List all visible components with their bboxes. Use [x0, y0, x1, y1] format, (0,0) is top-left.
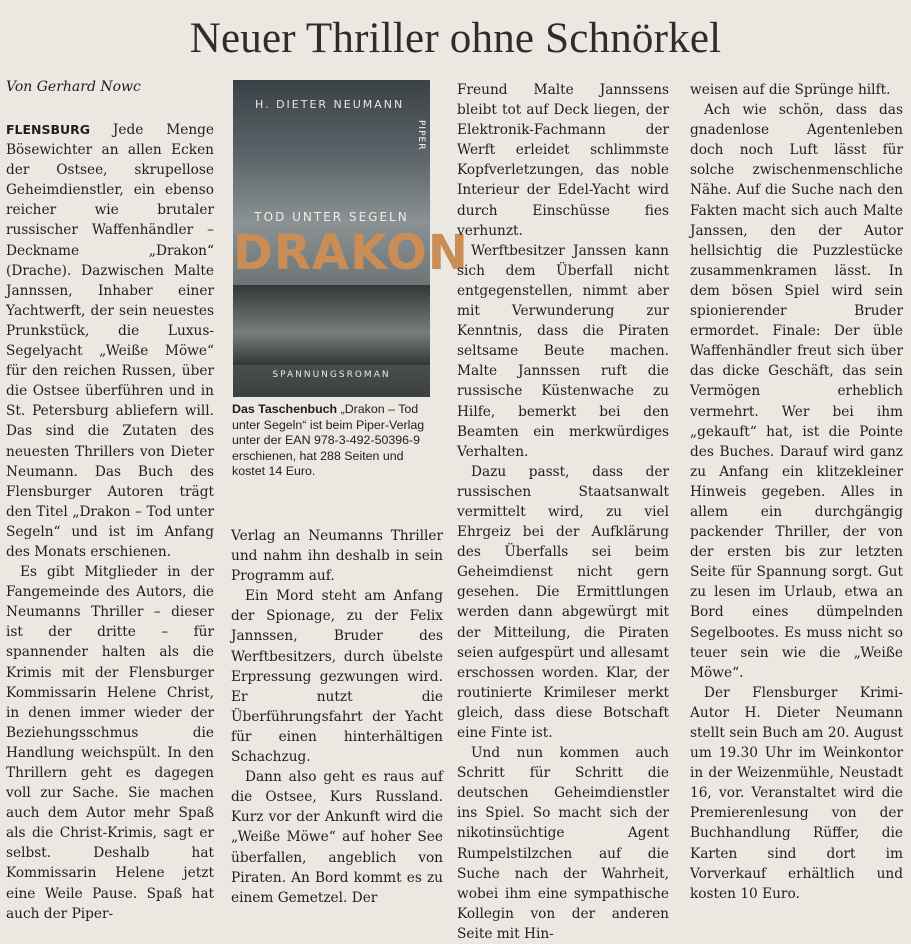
paragraph: Ach wie schön, dass das gnadenlose Agentenleben doch noch Luft lässt für solche zwischenmenschliche Nähe. Auf die Suche nach den Fakten macht sich auch Malte Janssen, den der Autor hellsichtig die Puzzlestücke zusammenkramen lässt. In dem bösen Spiel wird sein spionierender Bruder ermordet. Finale: Der üble Waffenhändler freut sich über das dicke Geschäft, das sein Vermögen erheblich vermehrt. Wer bei ihm „gekauft“ hat, ist die Pointe des Buches. Darauf wird ganz zu Anfang ein klitzekleiner Hinweis gegeben. Alles in allem ein durchgängig packender Thriller, der von der ersten bis zur letzten Seite für Spannung sorgt. Gut zu lesen im Urlaub, etwa an Bord eines dümpelnden Segelbootes. Es muss nicht so teuer sein wie die „Weiße Möwe“.	[690, 102, 903, 681]
paragraph: Und nun kommen auch Schritt für Schritt die deutschen Geheimdienstler ins Spiel. So macht sich der nikotinsüchtige Agent Rumpelstilzchen auf die Suche nach der Wahrheit, wobei ihm eine sympathische Kollegin von der anderen Seite mit Hin-	[457, 745, 669, 942]
image-caption	[232, 402, 432, 480]
paragraph: Dann also geht es raus auf die Ostsee, Kurs Russland. Kurz vor der Ankunft wird die „Weiße Möwe“ auf hoher See überfallen, angeblich von Piraten. An Bord kommt es zu einem Gemetzel. Der	[231, 769, 443, 906]
article-headline: Neuer Thriller ohne Schnörkel	[189, 15, 722, 62]
paragraph: Der Flensburger Krimi-Autor H. Dieter Neumann stellt sein Buch am 20. August um 19.30 Uhr im Weinkontor in der Weizenmühle, Neustadt 16, vor. Veranstaltet wird die Premierenlesung von der Buchhandlung Rüffer, die Karten sind dort im Vorverkauf erhältlich und kosten 10 Euro.	[690, 684, 903, 902]
paragraph: Werftbesitzer Janssen kann sich dem Überfall nicht entgegenstellen, nimmt aber mit Verwunderung zur Kenntnis, dass die Piraten seltsame Beute machen. Malte Jannssen ruft die russische Küstenwache zu Hilfe, bemerkt bei den Beamten ein merkwürdiges Verhalten.	[457, 242, 669, 460]
book-cover-image	[233, 80, 469, 397]
paragraph: weisen auf die Sprünge hilft.	[690, 82, 891, 98]
paragraph: Es gibt Mitglieder in der Fangemeinde des Autors, die Neumanns Thriller – dieser ist der dritte – für spannender halten als die Krimis mit der Flensburger Kommissarin Helene Christ, in denen immer wieder der Beziehungsschmus die Handlung weichspült. In den Thrillern geht es dagegen voll zur Sache. Sie machen auch dem Autor mehr Spaß als die Christ-Krimis, sagt er selbst. Deshalb hat Kommissarin Helene jetzt eine Weile Pause. Spaß hat auch der Piper-	[6, 564, 214, 922]
cover-genre: SPANNUNGSROMAN	[272, 370, 391, 380]
cover-sea-graphic	[233, 285, 430, 365]
caption-bold: Das Taschenbuch	[232, 402, 338, 416]
cover-author: H. DIETER NEUMANN	[255, 98, 405, 111]
column-2	[231, 526, 443, 908]
dateline: FLENSBURG	[6, 122, 91, 137]
paragraph: Freund Malte Jannssens bleibt tot auf Deck liegen, der Elektronik-Fachmann der Werft erleidet schlimmste Kopfverletzungen, das noble Interieur der Edel-Yacht wird durch Einschüsse fies verhunzt.	[457, 82, 669, 239]
column-3	[457, 80, 669, 944]
byline: Von Gerhard Nowc	[6, 79, 141, 95]
cover-title: DRAKON	[233, 225, 469, 281]
cover-subtitle: TOD UNTER SEGELN	[254, 210, 409, 224]
paragraph: Verlag an Neumanns Thriller und nahm ihn deshalb in sein Programm auf.	[231, 528, 443, 585]
paragraph	[6, 120, 214, 562]
caption-text: „Drakon – Tod unter Segeln“ ist beim Piper-Verlag unter der EAN 978-3-492-50396-9 erschienen, hat 288 Seiten und kostet 14 Euro.	[232, 402, 425, 478]
paragraph-text: Jede Menge Bösewichter an allen Ecken der Ostsee, skrupellose Geheimdienstler, ein ebenso reicher wie brutaler russischer Waffenhändler – Deckname „Drakon“ (Drache). Dazwischen Malte Jannssen, Inhaber einer Yachtwerft, der sein neuestes Prunkstück, die Luxus-Segelyacht „Weiße Möwe“ für den reichen Russen, über die Ostsee überführen und in St. Petersburg abliefern will. Das sind die Zutaten des neuesten Thrillers von Dieter Neumann. Das Buch des Flensburger Autoren trägt den Titel „Drakon – Tod unter Segeln“ und ist im Anfang des Monats erschienen.	[6, 122, 214, 560]
column-4	[690, 80, 903, 904]
paragraph: Ein Mord steht am Anfang der Spionage, zu der Felix Jannssen, Bruder des Werftbesitzers, durch übelste Erpressung gezwungen wird. Er nutzt die Überführungsfahrt der Yacht für einen hinterhältigen Schachzug.	[231, 588, 443, 766]
cover-publisher: PIPER	[416, 120, 426, 151]
paragraph: Dazu passt, dass der russischen Staatsanwalt vermittelt wird, zu viel Ehrgeiz bei der Aufklärung des Überfalls sei beim Geheimdienst nicht gern gesehen. Die Ermittlungen werden dann abgewürgt mit der Mitteilung, die Piraten seien aufgespürt und allesamt erschossen worden. Klar, der routinierte Krimileser merkt gleich, dass diese Botschaft eine Finte ist.	[457, 463, 669, 741]
column-1	[6, 120, 214, 924]
